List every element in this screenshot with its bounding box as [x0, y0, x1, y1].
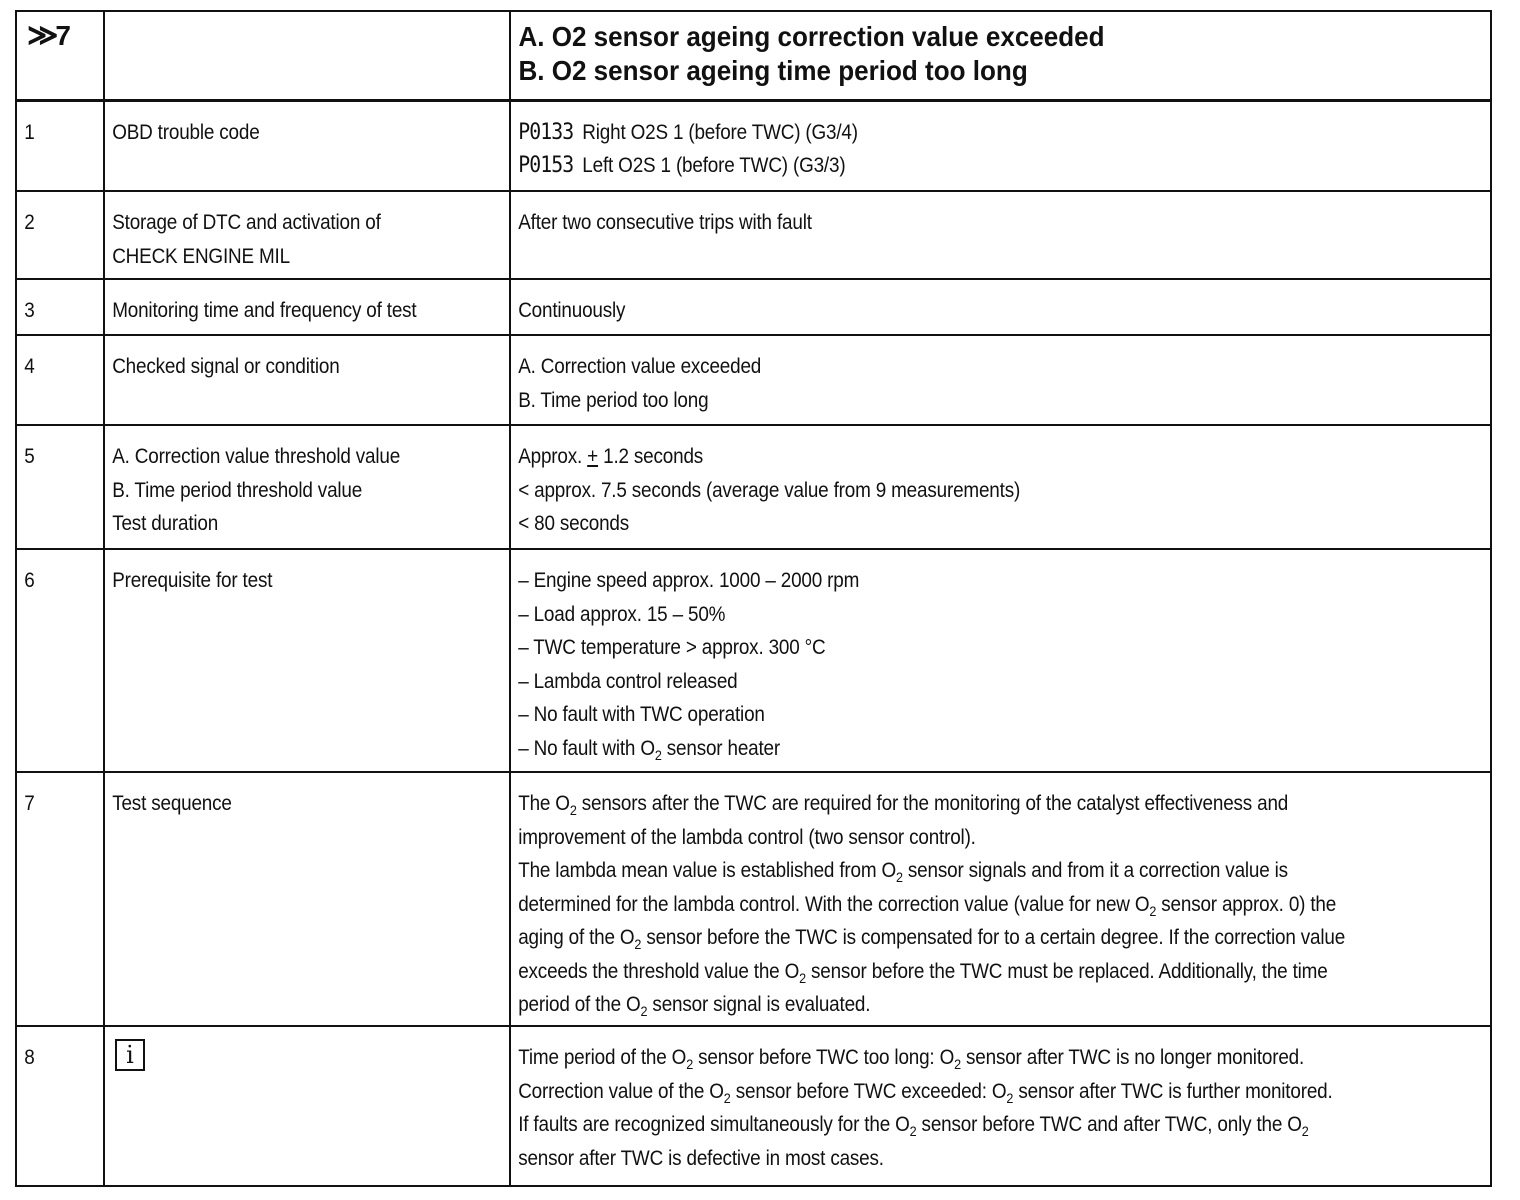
trouble-code-desc: Right O2S 1 (before TWC) (G3/4)	[582, 120, 858, 144]
row-value: B. Time period too long	[518, 388, 709, 412]
table-row	[16, 772, 1491, 1026]
row-label: Monitoring time and frequency of test	[112, 299, 417, 322]
row-label: Prerequisite for test	[112, 569, 273, 592]
row-number: 6	[24, 569, 35, 592]
header-title-cell	[510, 11, 1491, 100]
row-value: After two consecutive trips with fault	[518, 211, 812, 234]
threshold-time-period: < approx. 7.5 seconds (average value from 9 measurements)	[518, 478, 1021, 502]
trouble-code: P0133	[518, 119, 574, 145]
row-number: 1	[24, 120, 35, 144]
row-label: Test duration	[112, 512, 219, 535]
diagnostic-spec-sheet	[15, 10, 1490, 1185]
table-row	[16, 100, 1491, 191]
trouble-code-list	[511, 102, 1392, 183]
row-label: Storage of DTC and activation of	[112, 211, 381, 234]
header-row	[16, 11, 1491, 100]
table-row	[16, 549, 1491, 772]
table-row	[16, 335, 1491, 425]
row-value: Continuously	[518, 299, 626, 322]
threshold-amount: 1.2 seconds	[603, 445, 704, 468]
row-label: Test sequence	[112, 792, 232, 815]
row-label: A. Correction value threshold value	[112, 445, 401, 468]
table-row	[16, 191, 1491, 279]
prerequisite-item: – TWC temperature > approx. 300 °C	[518, 636, 826, 659]
trouble-code-item	[518, 149, 1392, 183]
spec-table	[15, 10, 1492, 1187]
prerequisite-item: – No fault with $O_2$ sensor heater	[518, 736, 781, 763]
row-number: 2	[24, 211, 35, 234]
trouble-code-desc: Left O2S 1 (before TWC) (G3/3)	[582, 154, 846, 177]
test-sequence-text: The $O_2$ sensors after the TWC are required for the monitoring of the catalyst effectiveness and improvement of the lambda control (two sensor control). The lambda mean value is established from $O_2$ sensor signals and from it a correction value is determined for the lambda control. With the correction value (value for new $O_2$ sensor approx. 0) the aging of the $O_2$ sensor before the TWC is compensated for to a certain degree. If the correction value exceeds the threshold value the $O_2$ sensor before the TWC must be replaced. Additionally, the time period of the $O_2$ sensor signal is evaluated.	[518, 792, 1346, 1020]
chapter-cell	[16, 11, 104, 100]
row-number: 4	[24, 355, 35, 378]
row-label: CHECK ENGINE MIL	[112, 244, 290, 268]
header-empty-cell	[104, 11, 510, 100]
row-number: 5	[24, 445, 35, 468]
prerequisite-item: – No fault with TWC operation	[518, 703, 765, 726]
row-value: A. Correction value exceeded	[518, 355, 762, 378]
prerequisite-item: – Load approx. 15 – 50%	[518, 602, 726, 626]
table-row	[16, 279, 1491, 335]
threshold-duration: < 80 seconds	[518, 512, 629, 535]
info-icon: i	[115, 1039, 145, 1071]
info-note-text: Time period of the $O_2$ sensor before TWC too long: $O_2$ sensor after TWC is no longer monitored. Correction value of the $O_2$ sensor before TWC exceeded: $O_2$ sensor after TWC is further monitored. If faults are recognized simultaneously for the $O_2$ sensor before TWC and after TWC, only the $O_2$ sensor after TWC is defective in most cases.	[518, 1046, 1333, 1170]
prerequisite-list	[511, 550, 1392, 765]
chapter-number: 7	[55, 20, 71, 51]
chapter-marker: ≫	[27, 19, 56, 52]
plus-minus-sign: +	[587, 445, 599, 468]
threshold-correction	[518, 440, 1392, 474]
row-label: Checked signal or condition	[112, 355, 340, 378]
prerequisite-item: – Lambda control released	[518, 669, 738, 693]
threshold-prefix: Approx.	[518, 445, 583, 468]
title-line-b: B. O2 sensor ageing time period too long	[518, 55, 1028, 86]
row-label: OBD trouble code	[112, 120, 260, 144]
trouble-code: P0153	[518, 153, 574, 178]
trouble-code-item	[518, 116, 1392, 150]
table-row	[16, 425, 1491, 549]
prerequisite-item: – Engine speed approx. 1000 – 2000 rpm	[518, 569, 860, 592]
row-number: 3	[24, 299, 35, 322]
title-line-a: A. O2 sensor ageing correction value exceeded	[518, 21, 1105, 52]
row-number: 8	[24, 1046, 35, 1069]
table-row	[16, 1026, 1491, 1186]
row-label: B. Time period threshold value	[112, 478, 363, 502]
row-number: 7	[24, 792, 35, 815]
